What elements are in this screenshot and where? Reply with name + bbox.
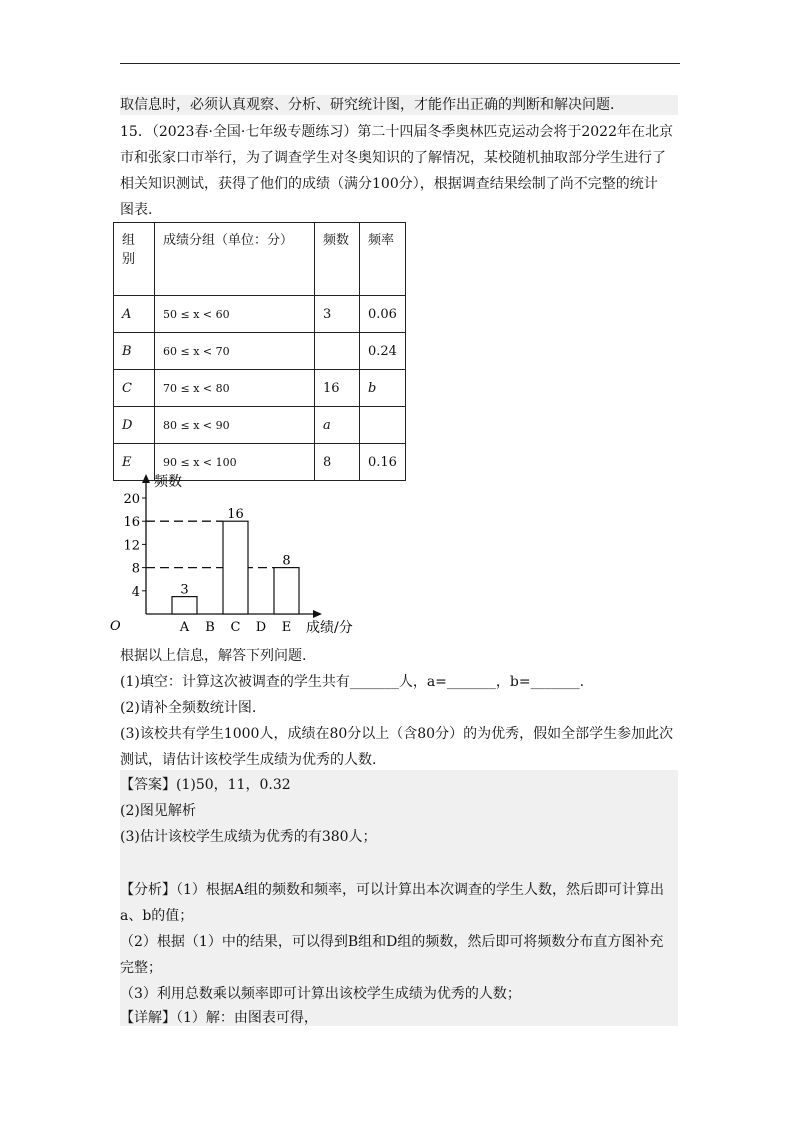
cell-freq: a	[315, 407, 360, 444]
answer-line-3: (3)估计该校学生成绩为优秀的有380人；	[120, 829, 377, 845]
frequency-table	[113, 222, 406, 481]
y-tick-label: 16	[123, 515, 140, 531]
bar-value-label: 16	[227, 507, 244, 523]
y-axis-label: 频数	[154, 474, 182, 490]
cell-rate: b	[360, 370, 406, 407]
bar	[223, 521, 248, 614]
cell-freq: 8	[315, 444, 360, 481]
x-tick-label: C	[230, 620, 241, 635]
table-row	[114, 333, 406, 370]
cell-rate: 0.24	[360, 333, 406, 370]
bar	[172, 597, 197, 614]
table-header-row	[114, 223, 406, 296]
header-group: 组别	[114, 223, 155, 296]
cell-group: E	[114, 444, 155, 481]
header-freq: 频数	[315, 223, 360, 296]
cell-freq: 16	[315, 370, 360, 407]
bar	[274, 568, 299, 614]
intro-line: 取信息时，必须认真观察、分析、研究统计图，才能作出正确的判断和解决问题．	[120, 95, 678, 115]
answer-line-2: (2)图见解析	[120, 803, 196, 819]
analysis-line-2: a、b的值；	[120, 908, 194, 924]
table-row	[114, 407, 406, 444]
instructions: 根据以上信息，解答下列问题.	[120, 648, 307, 664]
question-line-2: 市和张家口市举行，为了调查学生对冬奥知识的了解情况，某校随机抽取部分学生进行了	[120, 150, 666, 166]
table-row	[114, 296, 406, 333]
cell-range: 90 ≤ x < 100	[155, 444, 315, 481]
cell-group: B	[114, 333, 155, 370]
cell-rate: 0.16	[360, 444, 406, 481]
y-tick-label: 20	[123, 492, 140, 507]
cell-freq: 3	[315, 296, 360, 333]
y-axis-arrow	[142, 474, 150, 483]
x-axis-arrow	[313, 610, 322, 618]
cell-group: C	[114, 370, 155, 407]
cell-freq	[315, 333, 360, 370]
table-row	[114, 370, 406, 407]
cell-group: D	[114, 407, 155, 444]
y-tick-label: 12	[123, 538, 140, 554]
cell-rate	[360, 407, 406, 444]
x-axis-label: 成绩/分	[306, 620, 353, 636]
sub-question-3-line-2: 测试，请估计该校学生成绩为优秀的人数.	[120, 752, 377, 768]
bar-value-label: 3	[180, 582, 189, 598]
analysis-line-4: 完整；	[120, 960, 162, 976]
header-rate: 频率	[360, 223, 406, 296]
analysis-line-6: 【详解】（1）解：由图表可得，	[120, 1010, 318, 1026]
x-tick-label: A	[179, 620, 190, 635]
header-rule	[120, 63, 680, 64]
analysis-line-1: 【分析】（1）根据A组的频数和频率，可以计算出本次调查的学生人数，然后即可计算出	[120, 882, 665, 898]
sub-question-1: (1)填空：计算这次被调查的学生共有_______人，a=_______，b=_______.	[120, 674, 585, 690]
cell-rate: 0.06	[360, 296, 406, 333]
x-tick-label: D	[255, 620, 267, 635]
cell-range: 70 ≤ x < 80	[155, 370, 315, 407]
x-tick-label: B	[205, 620, 215, 635]
sub-question-2: (2)请补全频数统计图.	[120, 700, 257, 716]
bar-value-label: 8	[282, 553, 291, 569]
y-tick-label: 4	[131, 584, 140, 600]
sub-question-3-line-1: (3)该校共有学生1000人，成绩在80分以上（含80分）的为优秀，假如全部学生参加此次	[120, 726, 674, 742]
question-line-1: 15．（2023春·全国·七年级专题练习）第二十四届冬季奥林匹克运动会将于2022年在北京	[120, 124, 673, 140]
question-line-3: 相关知识测试，获得了他们的成绩（满分100分），根据调查结果绘制了尚不完整的统计	[120, 176, 658, 192]
header-range: 成绩分组（单位：分）	[155, 223, 315, 296]
cell-group: A	[114, 296, 155, 333]
frequency-histogram	[100, 466, 390, 644]
cell-range: 50 ≤ x < 60	[155, 296, 315, 333]
x-tick-label: E	[281, 620, 292, 635]
question-line-4: 图表.	[120, 202, 153, 218]
answer-line-1: 【答案】(1)50，11，0.32	[120, 777, 291, 793]
y-tick-label: 8	[131, 561, 140, 577]
cell-range: 60 ≤ x < 70	[155, 333, 315, 370]
analysis-line-5: （3）利用总数乘以频率即可计算出该校学生成绩为优秀的人数；	[120, 986, 521, 1002]
analysis-line-3: （2）根据（1）中的结果，可以得到B组和D组的频数，然后即可将频数分布直方图补充	[120, 934, 664, 950]
origin-label: O	[110, 619, 121, 634]
cell-range: 80 ≤ x < 90	[155, 407, 315, 444]
